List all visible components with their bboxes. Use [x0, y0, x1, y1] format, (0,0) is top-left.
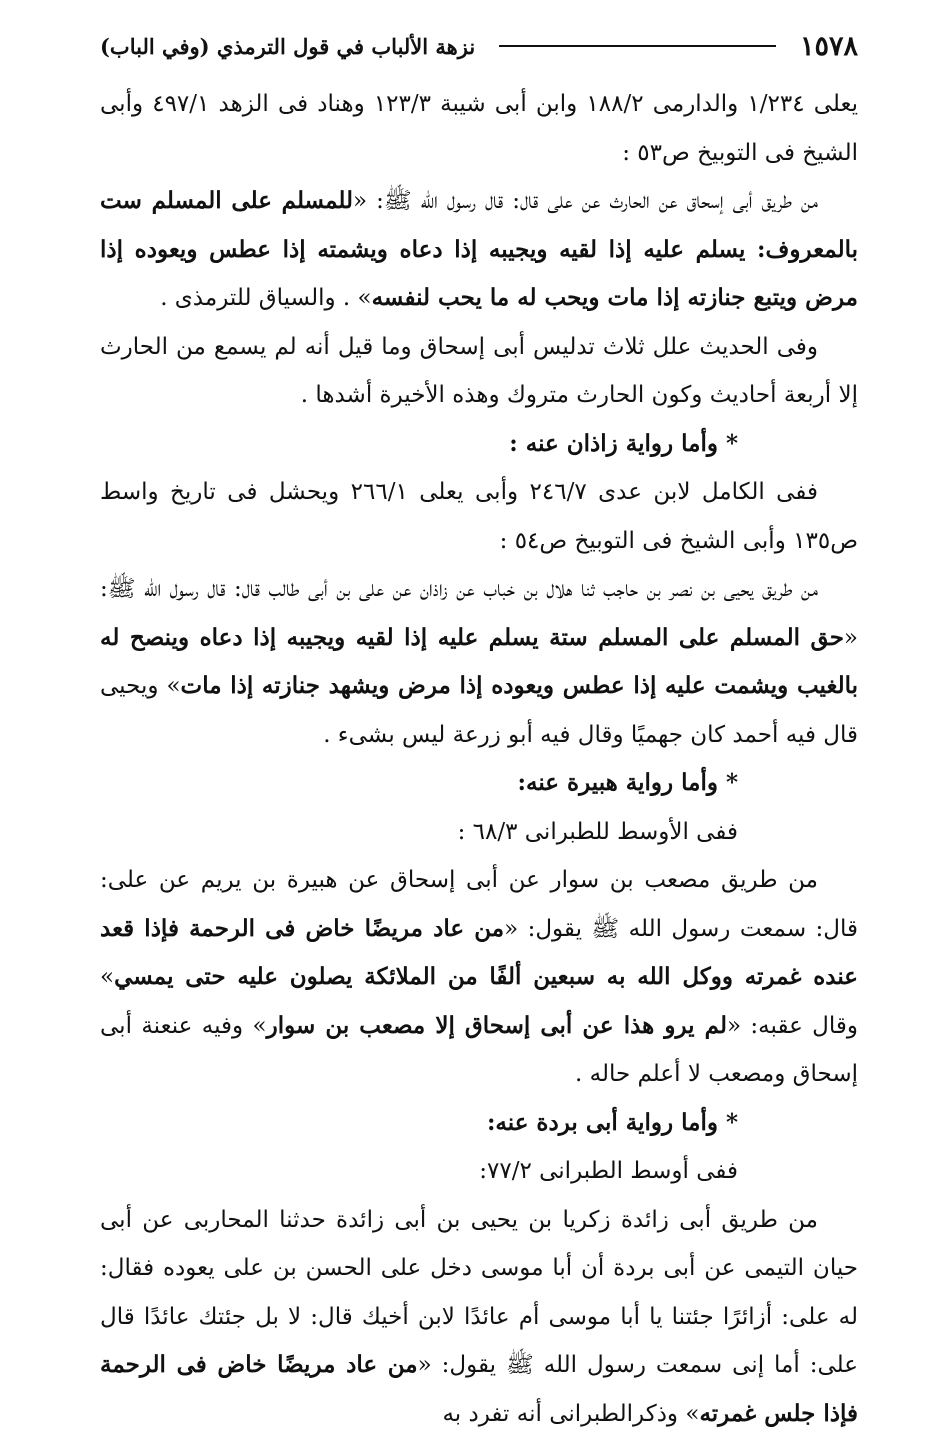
hadith-text: للمسلم على المسلم ست بالمعروف: يسلم عليه إذا لقيه ويجيبه إذا دعاه ويشمته إذا عطس ويعوده إذا مرض ويتبع جنازته إذا مات ويحب له ما يحب لنفسه	[100, 187, 858, 311]
commentary-text: » . والسياق للترمذى .	[160, 285, 371, 311]
source-line-awsat: ففى الأوسط للطبرانى ٦٨/٣ :	[100, 808, 858, 857]
commentary-text: » ويحيى قال فيه أحمد كان جهميًا وقال فيه أبو زرعة ليس بشىء .	[100, 673, 858, 748]
paragraph-defects	[100, 323, 858, 420]
hadith-text: حق المسلم على المسلم ستة يسلم عليه إذا لقيه ويجيبه إذا دعاه وينصح له بالغيب ويشمت عليه إذا عطس ويعوده إذا مرض ويشهد جنازته إذا مات	[100, 624, 858, 700]
section-heading-zadhan: * وأما رواية زاذان عنه :	[100, 420, 858, 469]
body-text	[100, 80, 858, 1438]
paragraph-hadith-hubayra	[100, 856, 858, 1099]
chain-text: من طريق أبى إسحاق عن الحارث عن على قال: قال رسول الله ﷺ: «	[353, 188, 818, 214]
paragraph-text: يعلى ١/٢٣٤ والدارمى ١٨٨/٢ وابن أبى شيبة ١٢٣/٣ وهناد فى الزهد ٤٩٧/١ وأبى الشيخ فى التوبيخ ص٥٣ :	[100, 91, 858, 166]
chain-text: من طريق يحيى بن نصر بن حاجب ثنا هلال بن خباب عن زاذان عن على بن أبى طالب قال: قال رسول الله ﷺ: «	[100, 576, 858, 651]
commentary-text: » وذكرالطبرانى أنه تفرد به	[442, 1401, 699, 1427]
header-rule	[499, 45, 776, 47]
paragraph-text: ففى الكامل لابن عدى ٢٤٦/٧ وأبى يعلى ٢٦٦/١ ويحشل فى تاريخ واسط ص١٣٥ وأبى الشيخ فى التوبيخ ص٥٤ :	[100, 479, 858, 554]
section-heading-abu-burda: * وأما رواية أبى بردة عنه:	[100, 1099, 858, 1148]
paragraph-sources-1	[100, 80, 858, 177]
commentary-text: » وفيه عنعنة أبى إسحاق ومصعب لا أعلم حاله .	[100, 1013, 858, 1088]
chain-text: من طريق مصعب بن سوار عن أبى إسحاق عن هبيرة بن يريم عن على: قال: سمعت رسول الله ﷺ يقول: «	[100, 867, 858, 942]
commentary-text: » وقال عقبه: «	[100, 964, 858, 1039]
source-line-awsat-2: ففى أوسط الطبرانى ٧٧/٢:	[100, 1147, 858, 1196]
page-header	[100, 26, 858, 66]
tabarani-note: لم يرو هذا عن أبى إسحاق إلا مصعب بن سوار	[267, 1012, 727, 1039]
paragraph-text: وفى الحديث علل ثلاث تدليس أبى إسحاق وما قيل أنه لم يسمع من الحارث إلا أربعة أحاديث وكون الحارث متروك وهذه الأخيرة أشدها .	[100, 334, 858, 409]
paragraph-hadith-abu-burda	[100, 1196, 858, 1438]
hadith-text: من عاد مريضًا خاض فى الرحمة فإذا جلس غمرته	[100, 1351, 858, 1427]
paragraph-hadith-zadhan	[100, 565, 858, 759]
page-number: ١٥٧٨	[800, 31, 858, 62]
running-title: نزهة الألباب في قول الترمذي (وفي الباب)	[100, 34, 475, 59]
paragraph-hadith-harith	[100, 177, 858, 323]
section-heading-hubayra: * وأما رواية هبيرة عنه:	[100, 759, 858, 808]
hadith-text: من عاد مريضًا خاض فى الرحمة فإذا قعد عنده غمرته ووكل الله به سبعين ألفًا من الملائكة يصلون عليه حتى يمسي	[100, 915, 858, 991]
paragraph-sources-2	[100, 468, 858, 565]
chain-text: من طريق أبى زائدة زكريا بن يحيى بن أبى زائدة حدثنا المحاربى عن أبى حيان التيمى عن أبى بردة أن أبا موسى دخل على الحسن بن على يعوده فقال: له على: أزائرًا جئتنا يا أبا موسى أم عائدًا لابن أخيك قال: لا بل جئتك عائدًا قال على: أما إنى سمعت رسول الله ﷺ يقول: «	[100, 1207, 858, 1379]
